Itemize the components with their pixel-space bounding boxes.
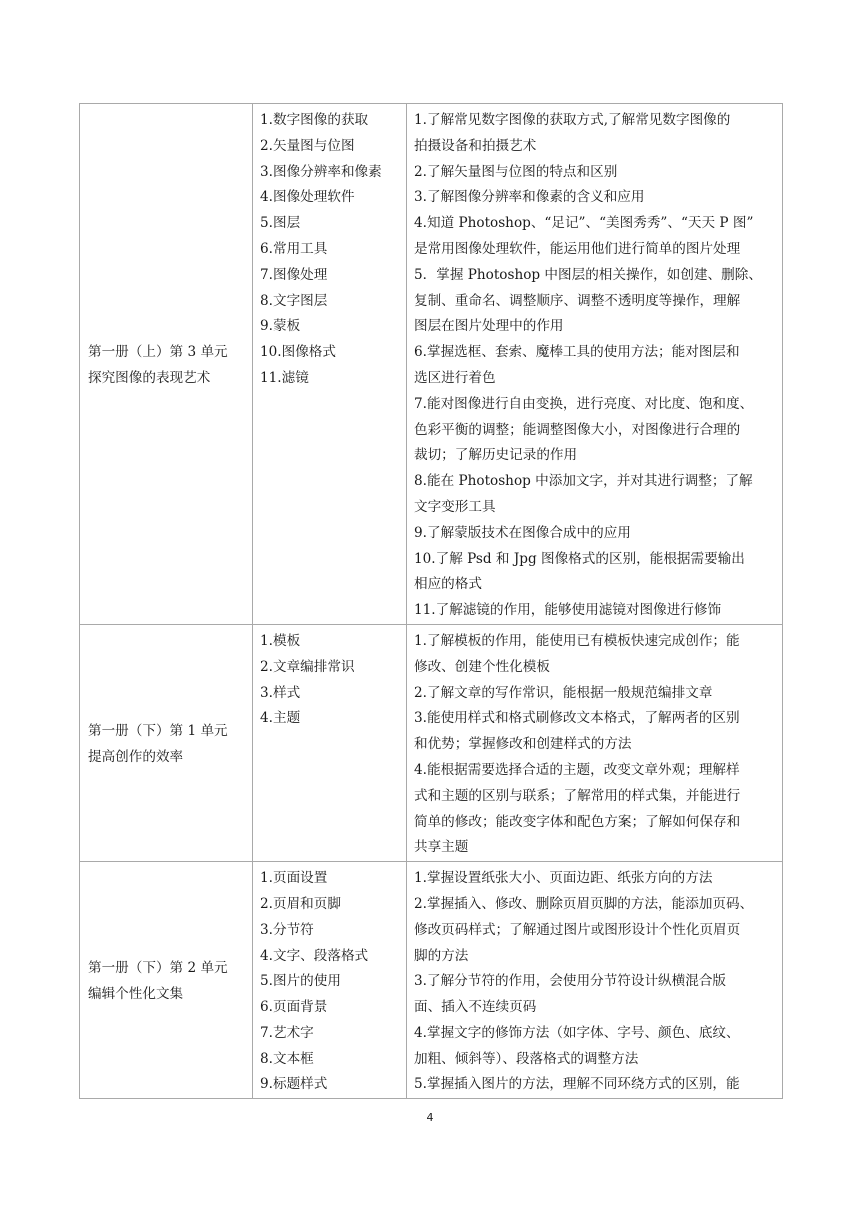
- requirement-line: 简单的修改；能改变字体和配色方案；了解如何保存和: [414, 813, 741, 830]
- requirement-line: 相应的格式: [414, 576, 482, 593]
- requirement-line: 文字变形工具: [414, 498, 496, 515]
- requirement-line: 9.了解蒙版技术在图像合成中的应用: [414, 524, 631, 541]
- unit-cell: [80, 104, 253, 625]
- requirement-line: 5.掌握插入图片的方法，理解不同环绕方式的区别，能: [414, 1076, 740, 1093]
- topic-item: 6.页面背景: [260, 999, 328, 1016]
- requirement-line: 2.了解文章的写作常识，能根据一般规范编排文章: [414, 684, 713, 701]
- page-number: 4: [426, 1111, 434, 1124]
- requirement-line: 2.掌握插入、修改、删除页眉页脚的方法，能添加页码、: [414, 895, 754, 912]
- requirement-line: 脚的方法: [414, 947, 469, 964]
- topic-item: 7.图像处理: [260, 266, 328, 283]
- requirement-line: 裁切；了解历史记录的作用: [414, 447, 578, 464]
- topic-item: 2.文章编排常识: [260, 658, 355, 675]
- topic-item: 3.图像分辨率和像素: [260, 163, 382, 180]
- table-row: [80, 104, 783, 625]
- requirement-line: 3.了解图像分辨率和像素的含义和应用: [414, 189, 645, 206]
- topic-item: 7.艺术字: [260, 1024, 314, 1041]
- topic-item: 9.蒙板: [260, 318, 301, 335]
- requirement-line: 1.了解常见数字图像的获取方式,了解常见数字图像的: [414, 112, 731, 128]
- requirement-line: 4.能根据需要选择合适的主题，改变文章外观；理解样: [414, 761, 740, 778]
- unit-title-line: 第一册（下）第 1 单元: [88, 723, 228, 740]
- topic-item: 5.图层: [260, 215, 301, 232]
- topic-item: 10.图像格式: [260, 344, 336, 361]
- topic-item: 8.文本框: [260, 1050, 314, 1067]
- requirement-line: 修改、创建个性化模板: [414, 658, 550, 675]
- unit-title-line: 第一册（下）第 2 单元: [88, 960, 228, 977]
- unit-title-line: 探究图像的表现艺术: [88, 369, 211, 386]
- topic-item: 4.文字、段落格式: [260, 947, 369, 964]
- requirement-line: 修改页码样式；了解通过图片或图形设计个性化页眉页: [414, 921, 741, 938]
- topics-cell: [253, 104, 407, 625]
- requirements-cell: [407, 624, 783, 861]
- unit-title-line: 第一册（上）第 3 单元: [88, 344, 228, 361]
- requirement-line: 色彩平衡的调整；能调整图像大小，对图像进行合理的: [414, 421, 741, 438]
- topic-item: 5.图片的使用: [260, 973, 341, 990]
- requirement-line: 11.了解滤镜的作用，能够使用滤镜对图像进行修饰: [414, 602, 722, 619]
- requirement-line: 是常用图像处理软件，能运用他们进行简单的图片处理: [414, 240, 741, 257]
- requirement-line: 8.能在 Photoshop 中添加文字，并对其进行调整；了解: [414, 473, 753, 490]
- requirement-line: 3.了解分节符的作用，会使用分节符设计纵横混合版: [414, 973, 727, 990]
- topic-item: 11.滤镜: [260, 369, 309, 386]
- topic-item: 1.页面设置: [260, 870, 328, 887]
- unit-cell: [80, 624, 253, 861]
- unit-cell: [80, 862, 253, 1099]
- requirement-line: 3.能使用样式和格式刷修改文本格式，了解两者的区别: [414, 710, 740, 727]
- requirement-line: 5．掌握 Photoshop 中图层的相关操作，如创建、删除、: [414, 266, 762, 283]
- requirement-line: 10.了解 Psd 和 Jpg 图像格式的区别，能根据需要输出: [414, 550, 745, 567]
- topic-item: 4.主题: [260, 710, 301, 727]
- requirement-line: 1.掌握设置纸张大小、页面边距、纸张方向的方法: [414, 870, 713, 887]
- requirement-line: 和优势；掌握修改和创建样式的方法: [414, 736, 632, 753]
- requirement-line: 7.能对图像进行自由变换，进行亮度、对比度、饱和度、: [414, 395, 754, 412]
- topic-item: 1.模板: [260, 632, 301, 649]
- requirement-line: 图层在图片处理中的作用: [414, 318, 564, 335]
- unit-title-line: 提高创作的效率: [88, 749, 184, 766]
- curriculum-table-body: [80, 104, 783, 1099]
- requirements-cell: [407, 104, 783, 625]
- table-row: [80, 862, 783, 1099]
- requirement-line: 面、插入不连续页码: [414, 999, 537, 1016]
- requirements-cell: [407, 862, 783, 1099]
- topic-item: 1.数字图像的获取: [260, 112, 369, 128]
- topic-item: 3.分节符: [260, 921, 314, 938]
- requirement-line: 复制、重命名、调整顺序、调整不透明度等操作，理解: [414, 292, 741, 309]
- unit-title-line: 编辑个性化文集: [88, 986, 184, 1003]
- topics-cell: [253, 624, 407, 861]
- requirement-line: 4.知道 Photoshop、“足记”、“美图秀秀”、“天天 P 图”: [414, 215, 754, 232]
- topic-item: 2.矢量图与位图: [260, 137, 355, 154]
- requirement-line: 1.了解模板的作用，能使用已有模板快速完成创作；能: [414, 632, 740, 649]
- requirement-line: 2.了解矢量图与位图的特点和区别: [414, 163, 618, 180]
- curriculum-table: [79, 103, 783, 1099]
- table-row: [80, 624, 783, 861]
- requirement-line: 选区进行着色: [414, 369, 496, 386]
- requirement-line: 拍摄设备和拍摄艺术: [414, 137, 537, 154]
- topic-item: 8.文字图层: [260, 292, 328, 309]
- topics-cell: [253, 862, 407, 1099]
- topic-item: 9.标题样式: [260, 1076, 328, 1093]
- topic-item: 6.常用工具: [260, 240, 328, 257]
- topic-item: 4.图像处理软件: [260, 189, 355, 206]
- requirement-line: 共享主题: [414, 839, 469, 856]
- requirement-line: 加粗、倾斜等）、段落格式的调整方法: [414, 1050, 639, 1067]
- requirement-line: 6.掌握选框、套索、魔棒工具的使用方法；能对图层和: [414, 344, 740, 361]
- topic-item: 3.样式: [260, 684, 301, 701]
- requirement-line: 4.掌握文字的修饰方法（如字体、字号、颜色、底纹、: [414, 1024, 740, 1041]
- requirement-line: 式和主题的区别与联系；了解常用的样式集，并能进行: [414, 787, 741, 804]
- topic-item: 2.页眉和页脚: [260, 895, 341, 912]
